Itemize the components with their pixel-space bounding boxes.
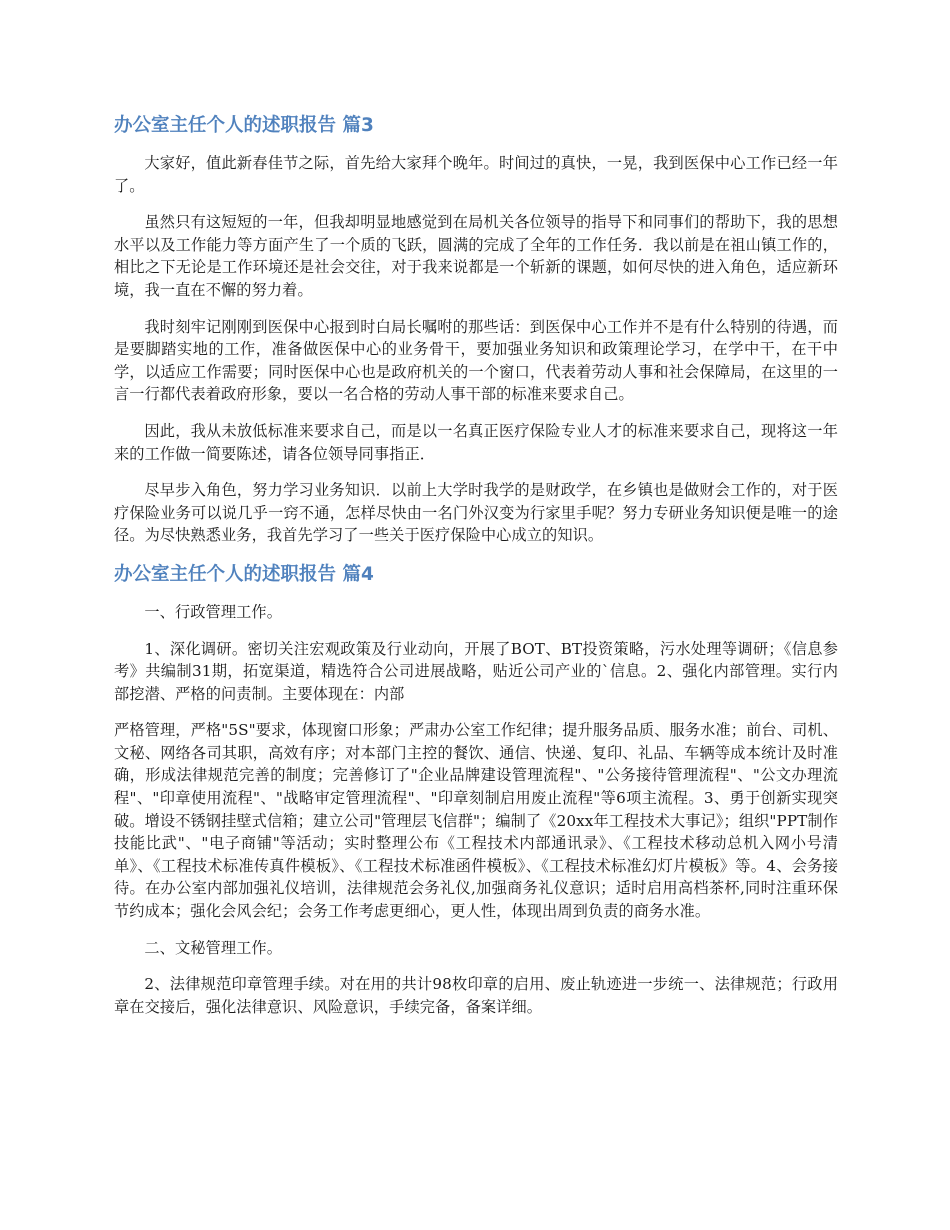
paragraph: 大家好，值此新春佳节之际，首先给大家拜个晚年。时间过的真快，一晃，我到医保中心工作已经一年了。 — [114, 154, 838, 195]
section-heading-3: 办公室主任个人的述职报告 篇3 — [114, 115, 374, 136]
paragraph: 二、文秘管理工作。 — [144, 938, 282, 957]
section-heading-4: 办公室主任个人的述职报告 篇4 — [114, 563, 374, 585]
paragraph: 一、行政管理工作。 — [144, 602, 282, 621]
paragraph: 尽早步入角色，努力学习业务知识．以前上大学时我学的是财政学，在乡镇也是做财会工作的，对于医疗保险业务可以说几乎一窍不通，怎样尽快由一名门外汉变为行家里手呢？努力专研业务知识便是唯一的途径。为尽快熟悉业务，我首先学习了一些关于医疗保险中心成立的知识。 — [114, 481, 838, 545]
paragraph: 严格管理，严格"5S"要求，体现窗口形象；严肃办公室工作纪律；提升服务品质、服务水准；前台、司机、文秘、网络各司其职，高效有序；对本部门主控的餐饮、通信、快递、复印、礼品、车辆等成本统计及时准确，形成法律规范完善的制度；完善修订了"企业品牌建设管理流程"、"公务接待管理流程"、"公文办理流程"、"印章使用流程"、"战略审定管理流程"、"印章刻制启用废止流程"等6项主流程。3、勇于创新实现突破。增设不锈钢挂壁式信箱；建立公司"管理层飞信群"；编制了《20xx年工程技术大事记》；组织"PPT制作技能比武"、"电子商铺"等活动；实时整理公布《工程技术内部通讯录》、《工程技术移动总机入网小号清单》、《工程技术标准传真件模板》、《工程技术标准函件模板》、《工程技术标准幻灯片模板》等。4、会务接待。在办公室内部加强礼仪培训，法律规范会务礼仪,加强商务礼仪意识；适时启用高档茶杯,同时注重环保节约成本；强化会风会纪；会务工作考虑更细心，更人性，体现出周到负责的商务水准。 — [114, 721, 838, 921]
paragraph: 1、深化调研。密切关注宏观政策及行业动向，开展了BOT、BT投资策略，污水处理等调研；《信息参考》共编制31期，拓宽渠道，精选符合公司进展战略，贴近公司产业的`信息。2、强化内部管理。实行内部挖潜、严格的问责制。主要体现在：内部 — [114, 639, 838, 703]
paragraph: 虽然只有这短短的一年，但我却明显地感觉到在局机关各位领导的指导下和同事们的帮助下，我的思想水平以及工作能力等方面产生了一个质的飞跃，圆满的完成了全年的工作任务．我以前是在祖山镇工作的，相比之下无论是工作环境还是社会交往，对于我来说都是一个斩新的课题，如何尽快的进入角色，适应新环境，我一直在不懈的努力着。 — [114, 213, 838, 299]
paragraph: 我时刻牢记刚刚到医保中心报到时白局长嘱咐的那些话：到医保中心工作并不是有什么特别的待遇，而是要脚踏实地的工作，准备做医保中心的业务骨干，要加强业务知识和政策理论学习，在学中干，在干中学，以适应工作需要；同时医保中心也是政府机关的一个窗口，代表着劳动人事和社会保障局，在这里的一言一行都代表着政府形象，要以一名合格的劳动人事干部的标准来要求自己。 — [114, 317, 838, 404]
paragraph: 因此，我从未放低标准来要求自己，而是以一名真正医疗保险专业人才的标准来要求自己，现将这一年来的工作做一简要陈述，请各位领导同事指正． — [114, 421, 838, 463]
paragraph: 2、法律规范印章管理手续。对在用的共计98枚印章的启用、废止轨迹进一步统一、法律规范；行政用章在交接后，强化法律意识、风险意识，手续完备，备案详细。 — [114, 975, 838, 1016]
